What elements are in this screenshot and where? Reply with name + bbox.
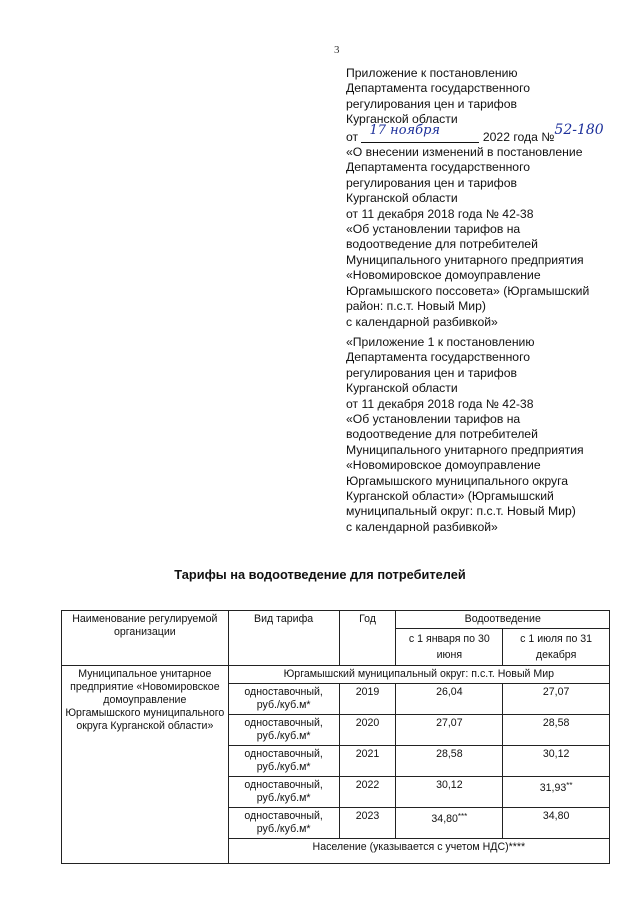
footnote-mark: *** [457, 812, 468, 821]
header-line: Курганской области [346, 191, 458, 206]
period2-value: 30,12 [542, 748, 570, 760]
header-year: Год [339, 611, 396, 666]
year-cell: 2020 [339, 715, 396, 746]
appendix1-line: «Новомировское домоуправление [346, 458, 541, 473]
date-line [346, 121, 610, 145]
handwritten-date: 17 ноября [369, 122, 441, 138]
tariff-type-cell: одноставочный, руб./куб.м* [228, 746, 339, 777]
population-cell: Население (указывается с учетом НДС)**** [228, 839, 609, 864]
year-cell: 2019 [339, 684, 396, 715]
period1-value: 27,07 [436, 717, 463, 729]
period2-value: 31,93 [539, 782, 567, 794]
period2-cell [503, 808, 610, 839]
appendix1-line: «Приложение 1 к постановлению [346, 335, 535, 349]
table-header-row [62, 611, 610, 629]
appendix-1 [346, 335, 610, 535]
header-line: регулирования цен и тарифов [346, 175, 517, 190]
appendix1-line: Департамента государственного [346, 350, 531, 365]
appendix-header [346, 66, 610, 330]
period1-value: 28,58 [436, 748, 463, 760]
header-line: от 11 декабря 2018 года № 42-38 [346, 206, 534, 221]
header-line: Департамента государственного [346, 160, 531, 175]
period1-cell [396, 715, 503, 746]
appendix1-line: регулирования цен и тарифов [346, 365, 517, 380]
header-line: «Об установлении тарифов на [346, 222, 521, 237]
header-service: Водоотведение [396, 611, 610, 629]
period2-value: 34,80 [542, 810, 570, 822]
region-cell: Юргамышский муниципальный округ: п.с.т. Новый Мир [228, 666, 609, 684]
appendix1-line: Курганской области» (Юргамышский [346, 489, 554, 504]
number-underline [554, 121, 612, 143]
organization-cell: Муниципальное унитарное предприятие «Новомировское домоуправление Юргамышского муниципального округа Курганской области» [62, 666, 229, 864]
footnote-mark: ** [566, 781, 573, 790]
period2-cell [503, 715, 610, 746]
date-prefix: от [346, 129, 359, 144]
period1-cell [396, 746, 503, 777]
period1-cell [396, 777, 503, 808]
period1-value: 30,12 [436, 779, 463, 791]
header-line: Департамента государственного [346, 81, 531, 96]
appendix1-line: Курганской области [346, 381, 458, 396]
period2-cell [503, 746, 610, 777]
tariff-type-cell: одноставочный, руб./куб.м* [228, 777, 339, 808]
header-period2: с 1 июля по 31 декабря [503, 629, 610, 666]
appendix1-line: «Об установлении тарифов на [346, 412, 521, 427]
page-number: 3 [334, 44, 340, 56]
period2-cell [503, 777, 610, 808]
appendix1-line: Муниципального унитарного предприятия [346, 442, 584, 457]
table-title: Тарифы на водоотведение для потребителей [174, 567, 466, 582]
period1-value: 26,04 [436, 686, 463, 698]
period2-value: 28,58 [542, 717, 570, 729]
tariff-table [61, 610, 610, 864]
header-line: регулирования цен и тарифов [346, 96, 517, 111]
header-tariff-type: Вид тарифа [228, 611, 339, 666]
period2-value: 27,07 [542, 686, 570, 698]
handwritten-number: 52-180 [554, 121, 604, 138]
period1-cell [396, 808, 503, 839]
header-line: с календарной разбивкой» [346, 314, 498, 329]
tariff-type-cell: одноставочный, руб./куб.м* [228, 684, 339, 715]
tariff-type-cell: одноставочный, руб./куб.м* [228, 715, 339, 746]
year-cell: 2022 [339, 777, 396, 808]
header-line: «Новомировское домоуправление [346, 268, 541, 283]
header-wrapped-paragraph: Юргамышского поссовета» (Юргамышский район: п.с.т. Новый Мир) [346, 283, 590, 314]
header-line: Приложение к постановлению [346, 66, 518, 80]
date-middle: 2022 года № [482, 129, 555, 144]
period2-cell [503, 684, 610, 715]
header-org: Наименование регулируемой организации [62, 611, 229, 666]
header-line: водоотведение для потребителей [346, 237, 538, 252]
appendix1-line: от 11 декабря 2018 года № 42-38 [346, 396, 534, 411]
appendix1-line: муниципальный округ: п.с.т. Новый Мир) [346, 504, 576, 519]
header-line: Муниципального унитарного предприятия [346, 252, 584, 267]
tariff-type-cell: одноставочный, руб./куб.м* [228, 808, 339, 839]
header-line: Курганской области [346, 112, 458, 127]
appendix1-line: водоотведение для потребителей [346, 427, 538, 442]
appendix1-line: с календарной разбивкой» [346, 519, 498, 534]
period1-cell [396, 684, 503, 715]
date-underline [361, 122, 479, 143]
header-period1: с 1 января по 30 июня [396, 629, 503, 666]
period1-value: 34,80 [431, 813, 458, 825]
header-line: «О внесении изменений в постановление [346, 145, 583, 160]
year-cell: 2021 [339, 746, 396, 777]
year-cell: 2023 [339, 808, 396, 839]
region-row [62, 666, 610, 684]
appendix1-line: Юргамышского муниципального округа [346, 473, 569, 488]
